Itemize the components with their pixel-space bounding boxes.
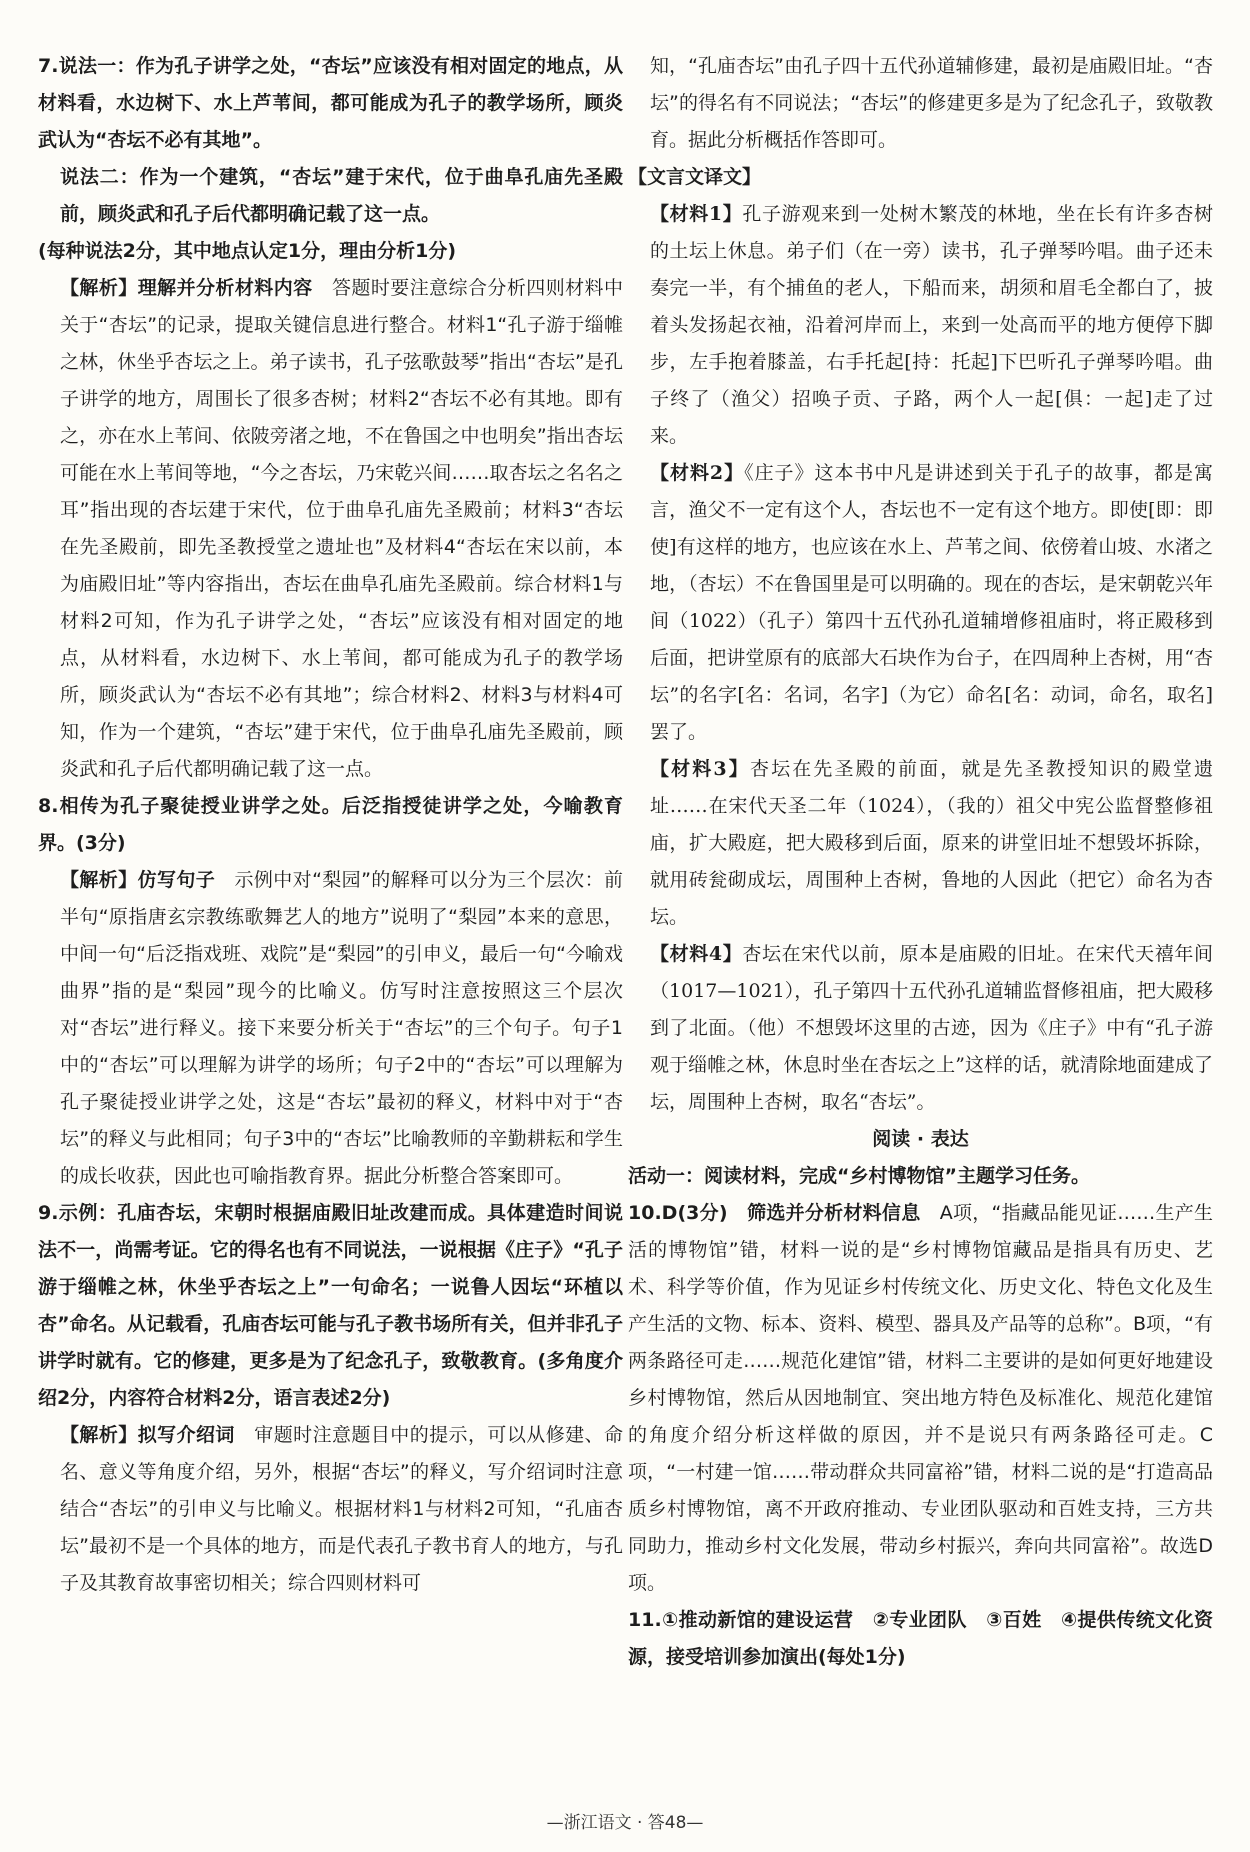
left-column xyxy=(38,48,623,1602)
q11-number: 11. xyxy=(628,1609,662,1631)
q9-number: 9. xyxy=(38,1202,59,1224)
q7-analysis: 【解析】理解并分析材料内容 答题时要注意综合分析四则材料中关于“杏坛”的记录，提取关键信息进行整合。材料1“孔子游于缁帷之林，休坐乎杏坛之上。弟子读书，孔子弦歌鼓琴”指出“杏坛”是孔子讲学的地方，周围长了很多杏树；材料2“杏坛不必有其地。即有之，亦在水上苇间、依陂旁渚之地，不在鲁国之中也明矣”指出杏坛可能在水上苇间等地，“今之杏坛，乃宋乾兴间……取杏坛之名名之耳”指出现的杏坛建于宋代，位于曲阜孔庙先圣殿前；材料3“杏坛在先圣殿前，即先圣教授堂之遗址也”及材料4“杏坛在宋以前，本为庙殿旧址”等内容指出，杏坛在曲阜孔庙先圣殿前。综合材料1与材料2可知，作为孔子讲学之处，“杏坛”应该没有相对固定的地点，从材料看，水边树下、水上苇间，都可能成为孔子的教学场所，顾炎武认为“杏坛不必有其地”；综合材料2、材料3与材料4可知，作为一个建筑，“杏坛”建于宋代，位于曲阜孔庙先圣殿前，顾炎武和孔子后代都明确记载了这一点。 xyxy=(60,277,623,780)
q7-statement-2: 说法二：作为一个建筑，“杏坛”建于宋代，位于曲阜孔庙先圣殿前，顾炎武和孔子后代都明确记载了这一点。 xyxy=(60,166,623,225)
material-4-translation: 【材料4】杏坛在宋代以前，原本是庙殿的旧址。在宋代天禧年间（1017—1021），孔子第四十五代孙孔道辅监督修祖庙，把大殿移到了北面。（他）不想毁坏这里的古迹，因为《庄子》中有“孔子游观于缁帷之林，休息时坐在杏坛之上”这样的话，就清除地面建成了坛，周围种上杏树，取名“杏坛”。 xyxy=(650,943,1213,1113)
material-2-translation: 【材料2】《庄子》这本书中凡是讲述到关于孔子的故事，都是寓言，渔父不一定有这个人，杏坛也不一定有这个地方。即使[即：即使]有这样的地方，也应该在水上、芦苇之间、依傍着山坡、水渚之地，（杏坛）不在鲁国里是可以明确的。现在的杏坛，是宋朝乾兴年间（1022）（孔子）第四十五代孙孔道辅增修祖庙时，将正殿移到后面，把讲堂原有的底部大石块作为台子，在四周种上杏树，用“杏坛”的名字[名：名词，名字]（为它）命名[名：动词，命名，取名]罢了。 xyxy=(650,462,1213,743)
activity-title: 活动一：阅读材料，完成“乡村博物馆”主题学习任务。 xyxy=(628,1165,1090,1187)
page-footer: —浙江语文 · 答48— xyxy=(546,1813,704,1833)
q8-number: 8. xyxy=(38,795,59,817)
q7-number: 7. xyxy=(38,55,59,77)
translation-title: 【文言文译文】 xyxy=(628,166,762,188)
q8-analysis: 【解析】仿写句子 示例中对“梨园”的解释可以分为三个层次：前半句“原指唐玄宗教练歌舞艺人的地方”说明了“梨园”本来的意思，中间一句“后泛指戏班、戏院”是“梨园”的引申义，最后一句“今喻戏曲界”指的是“梨园”现今的比喻义。仿写时注意按照这三个层次对“杏坛”进行释义。接下来要分析关于“杏坛”的三个句子。句子1中的“杏坛”可以理解为讲学的场所；句子2中的“杏坛”可以理解为孔子聚徒授业讲学之处，这是“杏坛”最初的释义，材料中对于“杏坛”的释义与此相同；句子3中的“杏坛”比喻教师的辛勤耕耘和学生的成长收获，因此也可喻指教育界。据此分析整合答案即可。 xyxy=(60,869,623,1187)
q10-answer: 10.D(3分) 筛选并分析材料信息 A项，“指藏品能见证……生产生活的博物馆”错，材料一说的是“乡村博物馆藏品是指具有历史、艺术、科学等价值，作为见证乡村传统文化、历史文化、特色文化及生产生活的文物、标本、资料、模型、器具及产品等的总称”。B项，“有两条路径可走……规范化建馆”错，材料二主要讲的是如何更好地建设乡村博物馆，然后从因地制宜、突出地方特色及标准化、规范化建馆的角度介绍分析这样做的原因，并不是说只有两条路径可走。C项，“一村建一馆……带动群众共同富裕”错，材料二说的是“打造高品质乡村博物馆，离不开政府推动、专业团队驱动和百姓支持，三方共同助力，推动乡村文化发展，带动乡村振兴，奔向共同富裕”。故选D项。 xyxy=(628,1202,1213,1594)
q9-analysis: 【解析】拟写介绍词 审题时注意题目中的提示，可以从修建、命名、意义等角度介绍，另外，根据“杏坛”的释义，写介绍词时注意结合“杏坛”的引申义与比喻义。根据材料1与材料2可知，“孔庙杏坛”最初不是一个具体的地方，而是代表孔子教书育人的地方，与孔子及其教育故事密切相关；综合四则材料可 xyxy=(60,1424,623,1594)
material-1-translation: 【材料1】孔子游观来到一处树木繁茂的林地，坐在长有许多杏树的土坛上休息。弟子们（在一旁）读书，孔子弹琴吟唱。曲子还未奏完一半，有个捕鱼的老人，下船而来，胡须和眉毛全都白了，披着头发扬起衣袖，沿着河岸而上，来到一处高而平的地方便停下脚步，左手抱着膝盖，右手托起[持：托起]下巴听孔子弹琴吟唱。曲子终了（渔父）招唤子贡、子路，两个人一起[俱：一起]走了过来。 xyxy=(650,203,1213,447)
material-3-translation: 【材料3】杏坛在先圣殿的前面，就是先圣教授知识的殿堂遗址……在宋代天圣二年（1024），（我的）祖父中宪公监督整修祖庙，扩大殿庭，把大殿移到后面，原来的讲堂旧址不想毁坏拆除，就用砖瓮砌成坛，周围种上杏树，鲁地的人因此（把它）命名为杏坛。 xyxy=(650,758,1213,928)
q7-score: (每种说法2分，其中地点认定1分，理由分析1分) xyxy=(38,240,457,262)
q10-number: 10. xyxy=(628,1202,662,1224)
right-column xyxy=(628,48,1213,1676)
q9-answer: 9.示例：孔庙杏坛，宋朝时根据庙殿旧址改建而成。具体建造时间说法不一，尚需考证。它的得名也有不同说法，一说根据《庄子》“孔子游于缁帷之林，休坐乎杏坛之上”一句命名；一说鲁人因坛“环植以杏”命名。从记载看，孔庙杏坛可能与孔子教书场所有关，但并非孔子讲学时就有。它的修建，更多是为了纪念孔子，致敬教育。(多角度介绍2分，内容符合材料2分，语言表述2分) xyxy=(38,1202,623,1409)
q11-answer: 11.①推动新馆的建设运营 ②专业团队 ③百姓 ④提供传统文化资源，接受培训参加演出(每处1分) xyxy=(628,1609,1213,1668)
q9-analysis-continued: 知，“孔庙杏坛”由孔子四十五代孙道辅修建，最初是庙殿旧址。“杏坛”的得名有不同说法；“杏坛”的修建更多是为了纪念孔子，致敬教育。据此分析概括作答即可。 xyxy=(650,55,1213,151)
section-heading: 阅读 · 表达 xyxy=(872,1128,969,1150)
q7-statement-1: 7.说法一：作为孔子讲学之处，“杏坛”应该没有相对固定的地点，从材料看，水边树下、水上芦苇间，都可能成为孔子的教学场所，顾炎武认为“杏坛不必有其地”。 xyxy=(38,55,623,151)
q8-answer: 8.相传为孔子聚徒授业讲学之处。后泛指授徒讲学之处，今喻教育界。(3分) xyxy=(38,795,623,854)
